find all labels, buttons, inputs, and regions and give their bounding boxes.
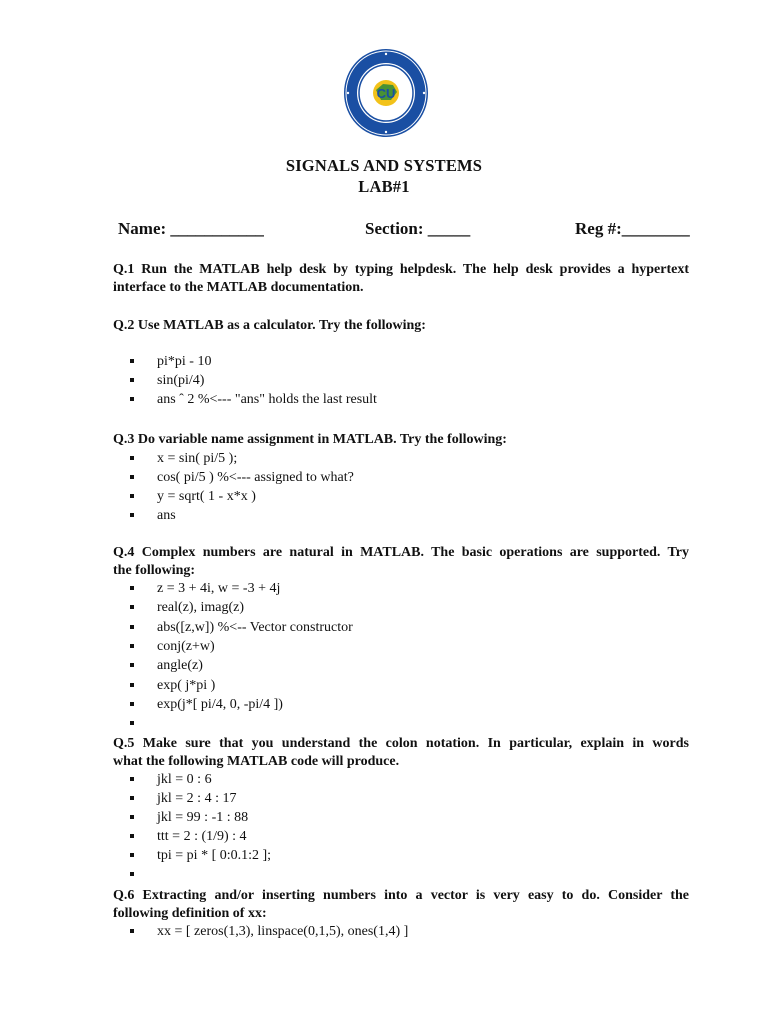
bullet-icon — [130, 586, 134, 590]
question-4-line-1: Q.4 Complex numbers are natural in MATLAB. The basic operations are supported. Try — [113, 545, 689, 560]
page-title: SIGNALS AND SYSTEMS — [285, 156, 483, 175]
question-5-line-2: what the following MATLAB code will produce. — [113, 754, 400, 769]
bullet-icon — [130, 929, 134, 933]
bullet-icon — [130, 397, 134, 401]
bullet-icon — [130, 456, 134, 460]
bullet-icon — [130, 359, 134, 363]
bullet-icon — [130, 663, 134, 667]
section-field[interactable]: Section: _____ — [365, 219, 471, 238]
bullet-icon — [130, 721, 134, 725]
lab-number: LAB#1 — [358, 177, 410, 196]
question-5-line-1: Q.5 Make sure that you understand the colon notation. In particular, explain in words — [113, 736, 689, 751]
bullet-icon — [130, 683, 134, 687]
bullet-icon — [130, 777, 134, 781]
bullet-icon — [130, 872, 134, 876]
bullet-icon — [130, 644, 134, 648]
question-6-line-2: following definition of xx: — [113, 906, 267, 921]
bullet-icon — [130, 834, 134, 838]
bullet-icon — [130, 853, 134, 857]
document-page: CU SIGNALS AND SYSTEMS LAB#1 Name: ___________ Section: _____ Reg #:________ Q.1 Run the MATLAB help desk by typing helpdesk. The help desk provides a hypertext interface to the MATLAB documentation. Q.2 Use MATLAB as a calculator. Try the following: pi*pi - 10 sin(pi/4) ans ˆ 2 %<--- "ans" holds the last result Q.3 Do variable name assignment in MATLAB. Try the following: x = sin( pi/5 ); cos( pi/5 ) %<--- assigned to what? y = sqrt( 1 - x*x ) ans Q.4 Complex numbers are natural in MATLAB. The basic operations are supported. Try the following: z = 3 + 4i, w = -3 + 4j real(z), imag(z) abs([z,w]) %<-- Vector constructor conj(z+w) angle(z) exp( j*pi ) exp(j*[ pi/4, 0, -pi/4 ]) Q.5 Make sure that you understand the colon notation. In particular, explain in words what the following MATLAB code will produce. jkl = 0 : 6 jkl = 2 : 4 : 17 jkl = 99 : -1 : 88 ttt = 2 : (1/9) : 4 tpi = pi * [ 0:0.1:2 ]; Q.6 Extracting and/or inserting numbers into a vector is very easy to do. Consider the following definition of xx: xx = [ zeros(1,3), linspace(0,1,5), ones(1,4) ] — [0, 0, 768, 1024]
bullet-icon — [130, 605, 134, 609]
name-field[interactable]: Name: ___________ — [118, 219, 264, 238]
question-1-line-1: Q.1 Run the MATLAB help desk by typing helpdesk. The help desk provides a hypertext — [113, 262, 689, 277]
bullet-icon — [130, 513, 134, 517]
bullet-icon — [130, 796, 134, 800]
university-seal-icon — [343, 48, 429, 138]
question-3: Q.3 Do variable name assignment in MATLAB. Try the following: — [113, 432, 507, 447]
bullet-icon — [130, 494, 134, 498]
bullet-icon — [130, 702, 134, 706]
bullet-icon — [130, 475, 134, 479]
question-2: Q.2 Use MATLAB as a calculator. Try the following: — [113, 318, 426, 333]
question-6-line-1: Q.6 Extracting and/or inserting numbers into a vector is very easy to do. Consider the — [113, 888, 689, 903]
reg-field[interactable]: Reg #:________ — [575, 219, 690, 238]
bullet-icon — [130, 625, 134, 629]
logo-letters: CU — [376, 86, 396, 101]
question-4-line-2: the following: — [113, 563, 196, 578]
bullet-icon — [130, 378, 134, 382]
bullet-icon — [130, 815, 134, 819]
question-1-line-2: interface to the MATLAB documentation. — [113, 280, 364, 295]
